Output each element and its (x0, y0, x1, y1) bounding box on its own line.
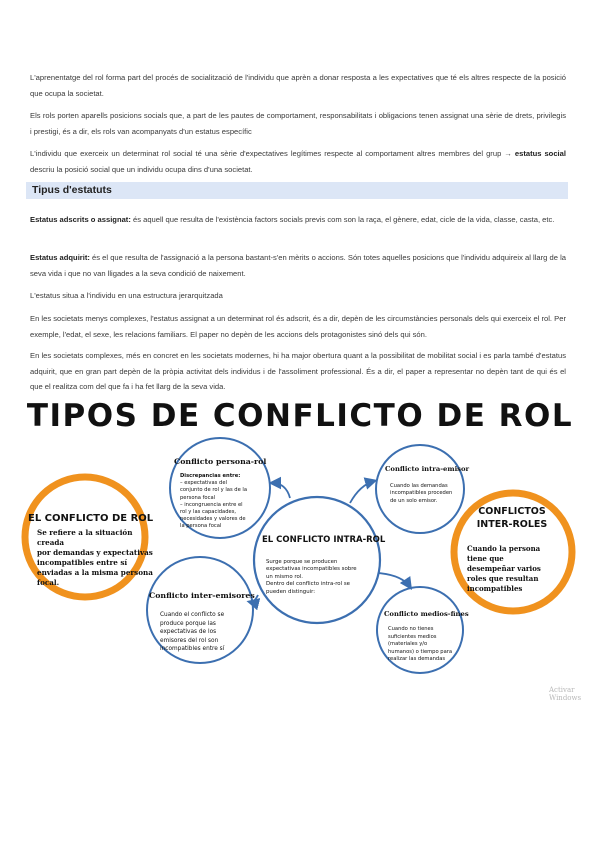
section-header (26, 182, 568, 199)
persona-rol-title: Conflicto persona-rol (174, 457, 267, 466)
diagram-title: TIPOS DE CONFLICTO DE ROL (26, 398, 574, 434)
left-circle-text: Se refiere a la situación creada por demandas y expectativas incompatibles entre sí enviadas a la misma persona focal. (37, 528, 153, 587)
inter-emisores-title: Conflicto inter-emisores (149, 591, 255, 600)
medios-fines-text: Cuando no tienes suficientes medios (materiales y/o humanos) o tiempo para realizar las demandas (388, 626, 453, 663)
paragraph-role-learning: L'aprenentatge del rol forma part del procés de socialització de l'individu que aprèn a donar resposta a les expectatives que té els altres respecte de la posició que ocupa la societat. (30, 73, 566, 98)
paragraph-social-status: L'individu que exerceix un determinat rol social té una sèrie d'expectatives legítimes respecte al comportament altres membres del grup → estatus social descriu la posició social que un individu ocupa dins d'una societat. (30, 149, 566, 174)
arrow-to-persona (272, 483, 290, 498)
medios-fines-title: Conflicto medios-fines (384, 610, 469, 618)
paragraph-ascribed-status: Estatus adscrits o assignat: és aquell que resulta de l'existència factors socials previs com son la raça, el gènere, edat, cicle de la vida, classe, casta, etc. (30, 215, 555, 224)
paragraph-hierarchy: L'estatus situa a l'individu en una estructura jerarquitzada (30, 291, 223, 300)
intra-rol-title: EL CONFLICTO INTRA-ROL (262, 535, 386, 545)
paragraph-achieved-status: Estatus adquirit: és el que resulta de l'assignació a la persona bastant-s'en mèrits o accions. Són totes aquelles posicions que l'individu adquireix al llarg de la seva vida i que no van lligades a la seva condició de naixement. (30, 253, 566, 278)
inter-emisores-text: Cuando el conflicto se produce porque las expectativas de los emisores del rol son incompatibles entre sí (160, 612, 225, 653)
left-circle-title: EL CONFLICTO DE ROL (28, 513, 154, 524)
persona-rol-text: Discrepancias entre: – expectativas del conjunto de rol y las de la persona focal – incongruencia entre el rol y las capacidades, necesidades y valores de la persona focal (180, 473, 248, 530)
activation-watermark: Activar Windows (549, 686, 582, 702)
intra-emisor-text: Cuando las demandas incompatibles proceden de un solo emisor. (390, 483, 453, 504)
section-title: Tipus d'estatuts (32, 184, 112, 196)
role-conflict-diagram (0, 395, 600, 695)
right-circle-title: CONFLICTOS INTER-ROLES (476, 506, 548, 530)
paragraph-less-complex-societies: En les societats menys complexes, l'estatus assignat a un determinat rol és adscrit, és a dir, depèn de les circumstàncies personals dels qui exerceix el rol. Per exemple, l'edat, el sexe, les relacions familiars. El paper no depèn de les accions dels protagonistes sinó dels qui són. (30, 314, 566, 339)
right-circle-text: Cuando la persona tiene que desempeñar varios roles que resultan incompatibles (467, 544, 541, 593)
intra-rol-text: Surge porque se producen expectativas incompatibles sobre un mismo rol. Dentro del conflicto intra-rol se pueden distinguir: (266, 559, 357, 595)
arrow-to-medios (378, 573, 410, 587)
paragraph-roles-status: Els rols porten aparells posicions socials que, a part de les pautes de comportament, responsabilitats i obligacions tenen assignat una sèrie de drets, privilegis i prestigi, és a dir, els rols van acompanyats d'un estatus específic (30, 111, 566, 136)
arrow-to-emisor (350, 481, 374, 503)
paragraph-complex-societies: En les societats complexes, més en concret en les societats modernes, hi ha major obertura quant a la possibilitat de mobilitat social i es parla també d'estatus adquirit, que en gran part depèn de la pròpia activitat dels individus i de l'assoliment professional. És a dir, el paper a representar no depèn tant de qui és el que el realitza com del que fa i ha fet llarg de la seva vida. (30, 351, 566, 392)
intra-emisor-title: Conflicto intra-emisor (385, 465, 470, 473)
